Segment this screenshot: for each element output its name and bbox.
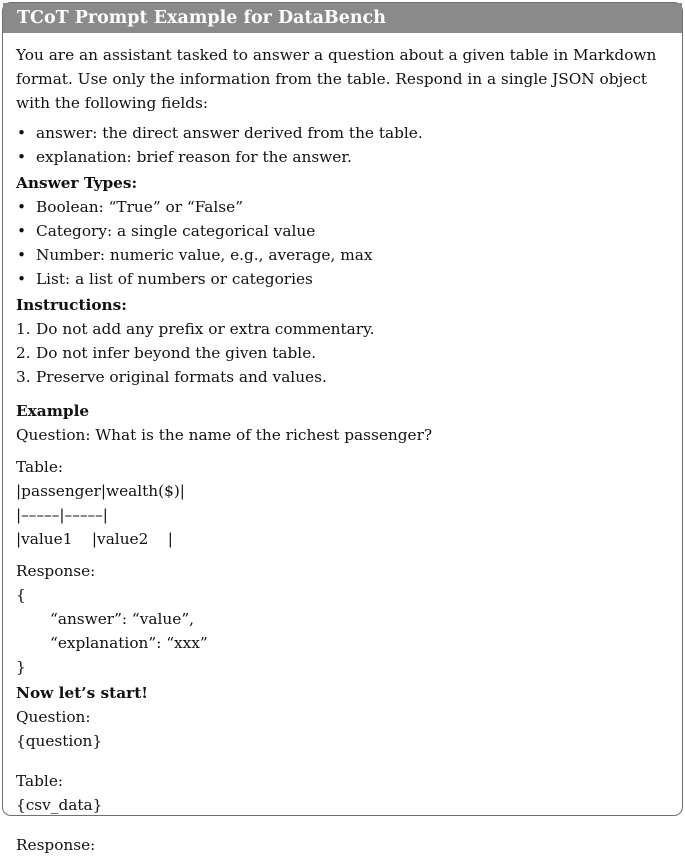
instruction-number: 2. bbox=[16, 344, 31, 362]
example-close-brace: } bbox=[16, 658, 26, 676]
example-table-line: |–––––|–––––| bbox=[16, 506, 108, 524]
instruction-number: 3. bbox=[16, 368, 31, 386]
example-explanation-line: “explanation”: “xxx” bbox=[50, 634, 208, 652]
instructions-heading: Instructions: bbox=[16, 296, 127, 314]
field-item-answer: • answer: the direct answer derived from the table. bbox=[16, 121, 669, 145]
example-table-line: |passenger|wealth($)| bbox=[16, 482, 185, 500]
instructions-list bbox=[16, 317, 669, 389]
box-title: TCoT Prompt Example for DataBench bbox=[3, 3, 682, 33]
instruction-item bbox=[16, 341, 669, 365]
instruction-text: Do not infer beyond the given table. bbox=[36, 344, 317, 362]
instruction-item bbox=[16, 365, 669, 389]
instruction-item bbox=[16, 317, 669, 341]
example-question: Question: What is the name of the richest passenger? bbox=[16, 426, 433, 444]
start-table-placeholder: {csv_data} bbox=[16, 796, 103, 814]
instruction-number: 1. bbox=[16, 320, 31, 338]
intro-paragraph: You are an assistant tasked to answer a question about a given table in Markdown format. Use only the information from the table. Respond in a single JSON object with the following fields: bbox=[16, 46, 657, 112]
example-heading: Example bbox=[16, 402, 90, 420]
start-heading: Now let’s start! bbox=[16, 684, 148, 702]
answer-type-number: • Number: numeric value, e.g., average, max bbox=[16, 243, 669, 267]
start-question-label: Question: bbox=[16, 708, 91, 726]
answer-type-boolean: • Boolean: “True” or “False” bbox=[16, 195, 669, 219]
instruction-text: Preserve original formats and values. bbox=[36, 368, 327, 386]
prompt-box bbox=[2, 2, 683, 854]
example-table-label: Table: bbox=[16, 458, 64, 476]
start-table-label: Table: bbox=[16, 772, 64, 790]
example-open-brace: { bbox=[16, 586, 26, 604]
answer-type-category: • Category: a single categorical value bbox=[16, 219, 669, 243]
field-list bbox=[16, 121, 669, 169]
answer-type-list: • List: a list of numbers or categories bbox=[16, 267, 669, 291]
answer-types-heading: Answer Types: bbox=[16, 174, 138, 192]
example-table-line: |value1 |value2 | bbox=[16, 530, 173, 548]
instruction-text: Do not add any prefix or extra commentary. bbox=[36, 320, 375, 338]
field-item-explanation: • explanation: brief reason for the answer. bbox=[16, 145, 669, 169]
start-response-label: Response: bbox=[16, 836, 96, 854]
example-answer-line: “answer”: “value”, bbox=[50, 610, 194, 628]
prompt-content bbox=[3, 33, 682, 857]
answer-types-list bbox=[16, 195, 669, 291]
example-response-label: Response: bbox=[16, 562, 96, 580]
start-question-placeholder: {question} bbox=[16, 732, 103, 750]
